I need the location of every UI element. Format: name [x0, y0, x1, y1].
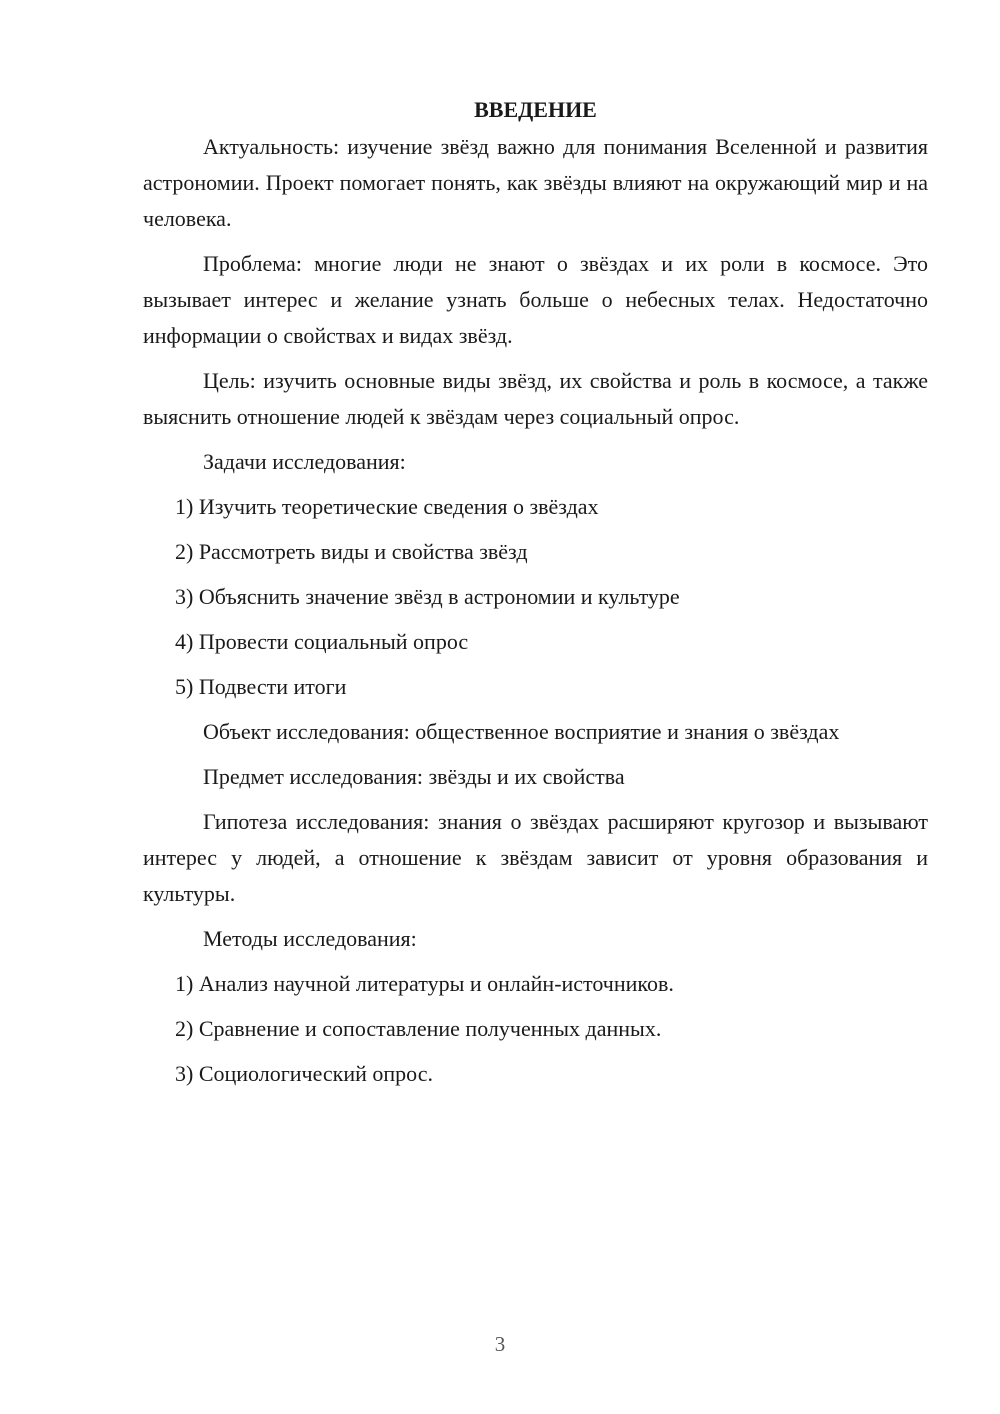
method-item: 2) Сравнение и сопоставление полученных данных.	[175, 1016, 662, 1041]
methods-list	[143, 966, 928, 1092]
tasks-heading: Задачи исследования:	[203, 449, 406, 474]
hypothesis-paragraph: Гипотеза исследования: знания о звёздах расширяют кругозор и вызывают интерес у людей, а отношение к звёздам зависит от уровня образования и культуры.	[143, 809, 928, 906]
task-item: 4) Провести социальный опрос	[175, 629, 469, 654]
relevance-paragraph: Актуальность: изучение звёзд важно для понимания Вселенной и развития астрономии. Проект помогает понять, как звёзды влияют на окружающий мир и на человека.	[143, 134, 928, 231]
task-item: 5) Подвести итоги	[175, 674, 347, 699]
goal-paragraph: Цель: изучить основные виды звёзд, их свойства и роль в космосе, а также выяснить отношение людей к звёздам через социальный опрос.	[143, 368, 928, 429]
problem-paragraph: Проблема: многие люди не знают о звёздах и их роли в космосе. Это вызывает интерес и желание узнать больше о небесных телах. Недостаточно информации о свойствах и видах звёзд.	[143, 251, 928, 348]
method-item: 3) Социологический опрос.	[175, 1061, 433, 1086]
task-item: 2) Рассмотреть виды и свойства звёзд	[175, 539, 528, 564]
research-subject: Предмет исследования: звёзды и их свойства	[203, 764, 625, 789]
document-page	[143, 92, 928, 1101]
task-item: 3) Объяснить значение звёзд в астрономии и культуре	[175, 584, 680, 609]
method-item: 1) Анализ научной литературы и онлайн-источников.	[175, 971, 674, 996]
task-item: 1) Изучить теоретические сведения о звёздах	[175, 494, 599, 519]
tasks-list	[143, 489, 928, 705]
research-object: Объект исследования: общественное восприятие и знания о звёздах	[203, 719, 840, 744]
methods-heading: Методы исследования:	[203, 926, 417, 951]
page-number: 3	[494, 1332, 506, 1356]
section-title: ВВЕДЕНИЕ	[474, 97, 597, 122]
